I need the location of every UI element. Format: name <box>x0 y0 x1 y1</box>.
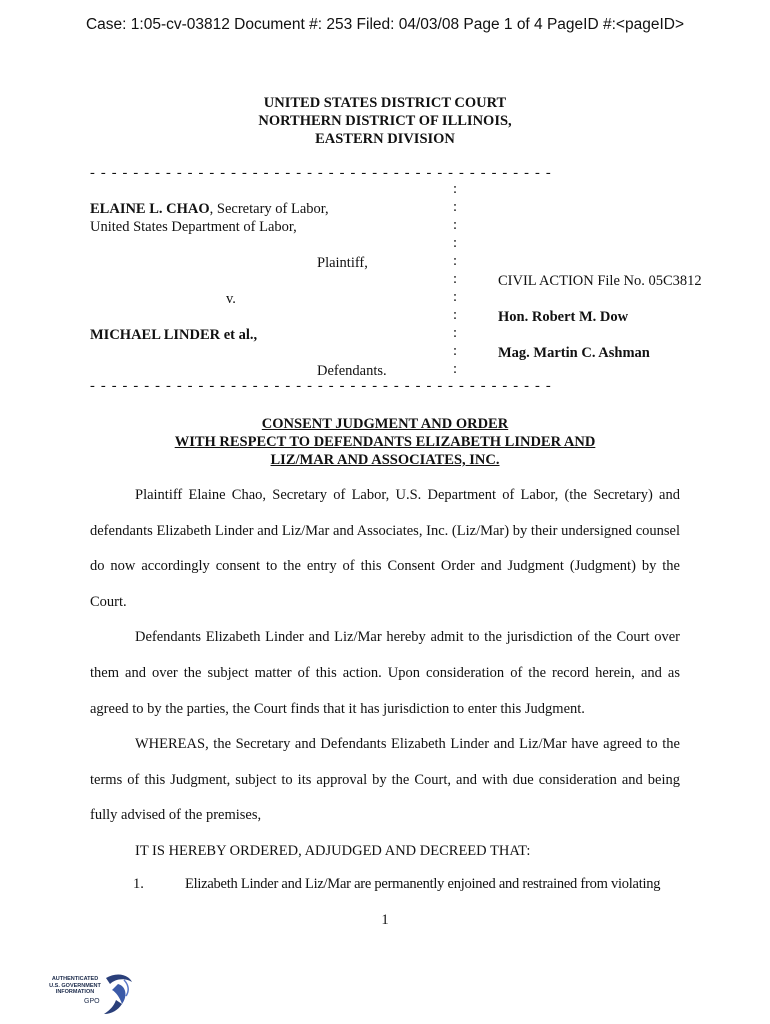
defendant-name: MICHAEL LINDER et al., <box>90 327 258 343</box>
gpo-line-2: U.S. GOVERNMENT <box>49 982 101 989</box>
paragraph-ordered: IT IS HEREBY ORDERED, ADJUDGED AND DECREED THAT: <box>135 842 531 859</box>
colon: : <box>453 289 458 305</box>
plaintiff-label: Plaintiff, <box>317 255 368 271</box>
civil-action-number: CIVIL ACTION File No. 05C3812 <box>498 273 702 289</box>
eagle-icon <box>98 972 138 1016</box>
colon: : <box>453 253 458 269</box>
colon: : <box>453 325 458 341</box>
paragraph-consent: Plaintiff Elaine Chao, Secretary of Labor, U.S. Department of Labor, (the Secretary) and defendants Elizabeth Linder and Liz/Mar and Associates, Inc. (Liz/Mar) by their undersigned counsel do now accordingly consent to the entry of this Consent Order and Judgment (Judgment) by the Court. <box>90 487 680 610</box>
body-paragraphs <box>90 478 680 870</box>
caption-bottom-rule: - - - - - - - - - - - - - - - - - - - - - - - - - - - - - - - - - - - - - - - - - - - <box>90 378 552 394</box>
colon: : <box>453 271 458 287</box>
gpo-label: GPO <box>84 998 100 1005</box>
court-line-1: UNITED STATES DISTRICT COURT <box>263 95 507 111</box>
caption-colon-column <box>453 180 463 378</box>
title-line-2: WITH RESPECT TO DEFENDANTS ELIZABETH LINDER AND <box>174 434 596 450</box>
gpo-line-1: AUTHENTICATED <box>51 976 99 982</box>
gpo-line-3: INFORMATION <box>55 989 95 995</box>
versus: v. <box>226 291 236 307</box>
colon: : <box>453 235 458 251</box>
court-line-3: EASTERN DIVISION <box>315 131 455 147</box>
gpo-authentication-seal <box>40 972 135 1016</box>
colon: : <box>453 199 458 215</box>
colon: : <box>453 361 458 377</box>
court-heading <box>0 94 770 148</box>
plaintiff-department: United States Department of Labor, <box>90 219 297 235</box>
case-header: Case: 1:05-cv-03812 Document #: 253 Filed: 04/03/08 Page 1 of 4 PageID #:<pageID> <box>85 16 684 33</box>
page-number: 1 <box>381 912 389 928</box>
judge-name: Hon. Robert M. Dow <box>498 309 629 325</box>
defendant-label: Defendants. <box>317 363 387 379</box>
plaintiff-line <box>90 201 329 218</box>
title-line-1: CONSENT JUDGMENT AND ORDER <box>261 416 509 432</box>
caption-top-rule: - - - - - - - - - - - - - - - - - - - - - - - - - - - - - - - - - - - - - - - - - - - <box>90 165 552 181</box>
item-number: 1. <box>133 876 144 892</box>
title-line-3: LIZ/MAR AND ASSOCIATES, INC. <box>270 452 500 468</box>
plaintiff-name: ELAINE L. CHAO <box>90 201 210 217</box>
plaintiff-title: , Secretary of Labor, <box>209 201 329 217</box>
item-text: Elizabeth Linder and Liz/Mar are permanently enjoined and restrained from violating <box>185 876 661 892</box>
court-line-2: NORTHERN DISTRICT OF ILLINOIS, <box>258 113 512 129</box>
document-title <box>0 415 770 469</box>
paragraph-whereas: WHEREAS, the Secretary and Defendants Elizabeth Linder and Liz/Mar have agreed to the terms of this Judgment, subject to its approval by the Court, and with due consideration and being fully advised of the premises, <box>90 736 680 824</box>
magistrate-name: Mag. Martin C. Ashman <box>498 345 650 361</box>
paragraph-jurisdiction: Defendants Elizabeth Linder and Liz/Mar hereby admit to the jurisdiction of the Court over them and over the subject matter of this action. Upon consideration of the record herein, and as agreed to by the parties, the Court finds that it has jurisdiction to enter this Judgment. <box>90 629 680 717</box>
colon: : <box>453 307 458 323</box>
colon: : <box>453 343 458 359</box>
colon: : <box>453 217 458 233</box>
colon: : <box>453 181 458 197</box>
